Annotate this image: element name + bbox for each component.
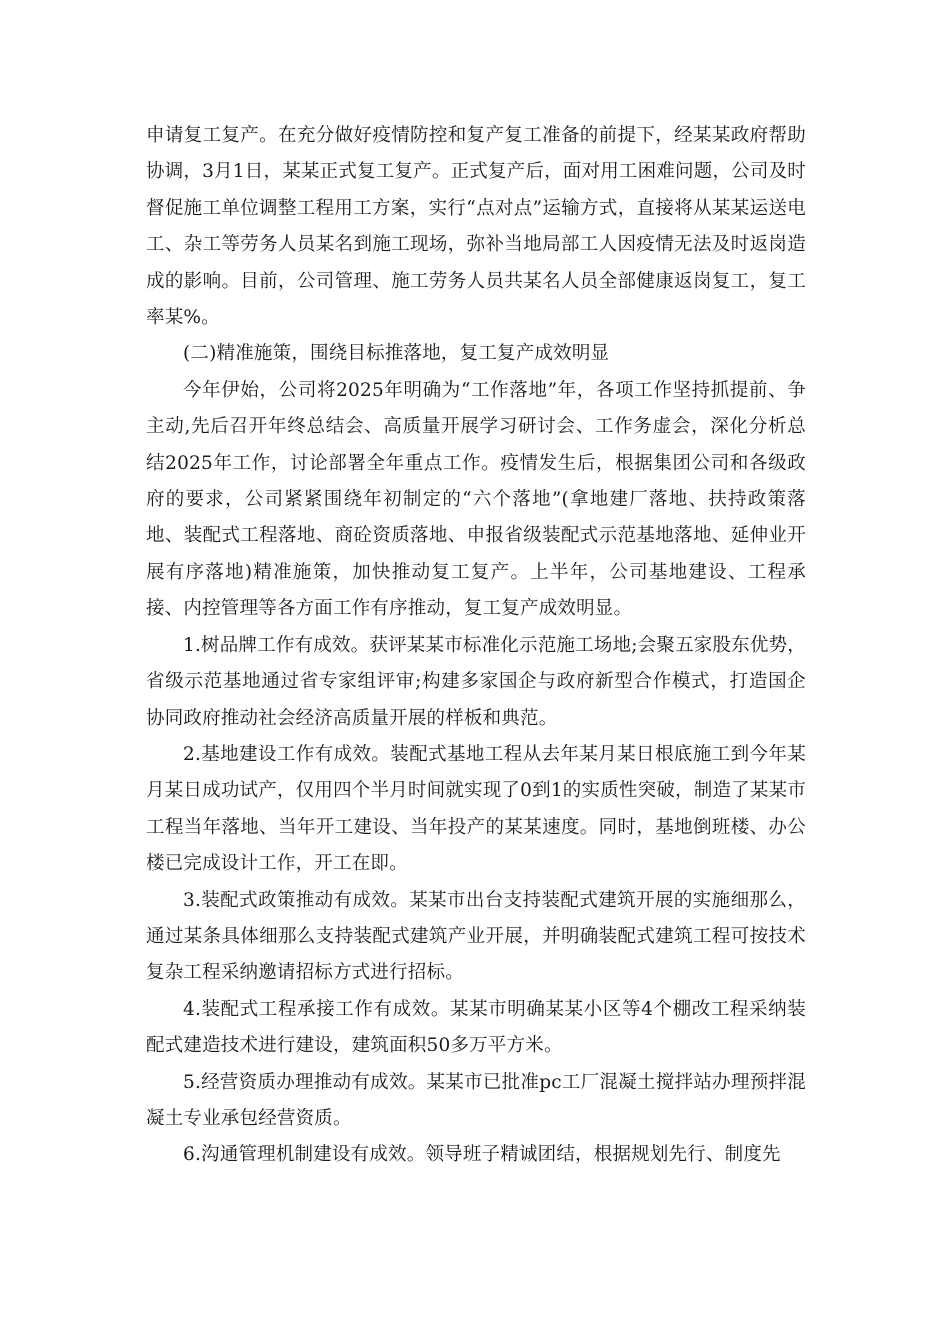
list-item-2: 2.基地建设工作有成效。装配式基地工程从去年某月某日根底施工到今年某月某日成功试产，仅用四个半月时间就实现了0到1的实质性突破，制造了某某市工程当年落地、当年开工建设、当年投产的某某速度。同时，基地倒班楼、办公楼已完成设计工作，开工在即。 xyxy=(146,743,806,875)
paragraph-overview: 今年伊始，公司将2025年明确为“工作落地”年，各项工作坚持抓提前、争主动,先后召开年终总结会、高质量开展学习研讨会、工作务虚会，深化分析总结2025年工作，讨论部署全年重点工作。疫情发生后，根据集团公司和各级政府的要求，公司紧紧围绕年初制定的“六个落地”(拿地建厂落地、扶持政策落地、装配式工程落地、商砼资质落地、申报省级装配式示范基地落地、延伸业开展有序落地)精准施策，加快推动复工复产。上半年，公司基地建设、工程承接、内控管理等各方面工作有序推动，复工复产成效明显。 xyxy=(146,379,806,620)
paragraph-continuation: 申请复工复产。在充分做好疫情防控和复产复工准备的前提下，经某某政府帮助协调，3月1日，某某正式复工复产。正式复产后，面对用工困难问题，公司及时督促施工单位调整工程用工方案，实行“点对点”运输方式，直接将从某某运送电工、杂工等劳务人员某名到施工现场，弥补当地局部工人因疫情无法及时返岗造成的影响。目前，公司管理、施工劳务人员共某名人员全部健康返岗复工，复工率某%。 xyxy=(146,125,806,329)
list-item-6: 6.沟通管理机制建设有成效。领导班子精诚团结，根据规划先行、制度先 xyxy=(183,1144,781,1166)
document-body xyxy=(146,118,806,1174)
section-heading: (二)精准施策，围绕目标推落地，复工复产成效明显 xyxy=(183,343,610,365)
list-item-4: 4.装配式工程承接工作有成效。某某市明确某某小区等4个棚改工程采纳装配式建造技术进行建设，建筑面积50多万平方米。 xyxy=(146,998,806,1057)
list-item-3: 3.装配式政策推动有成效。某某市出台支持装配式建筑开展的实施细那么，通过某条具体细那么支持装配式建筑产业开展，并明确装配式建筑工程可按技术复杂工程采纳邀请招标方式进行招标。 xyxy=(146,889,806,984)
list-item-1: 1.树品牌工作有成效。获评某某市标准化示范施工场地;会聚五家股东优势，省级示范基地通过省专家组评审;构建多家国企与政府新型合作模式，打造国企协同政府推动社会经济高质量开展的样板和典范。 xyxy=(146,634,806,729)
list-item-5: 5.经营资质办理推动有成效。某某市已批准pc工厂混凝土搅拌站办理预拌混凝土专业承包经营资质。 xyxy=(146,1071,806,1129)
